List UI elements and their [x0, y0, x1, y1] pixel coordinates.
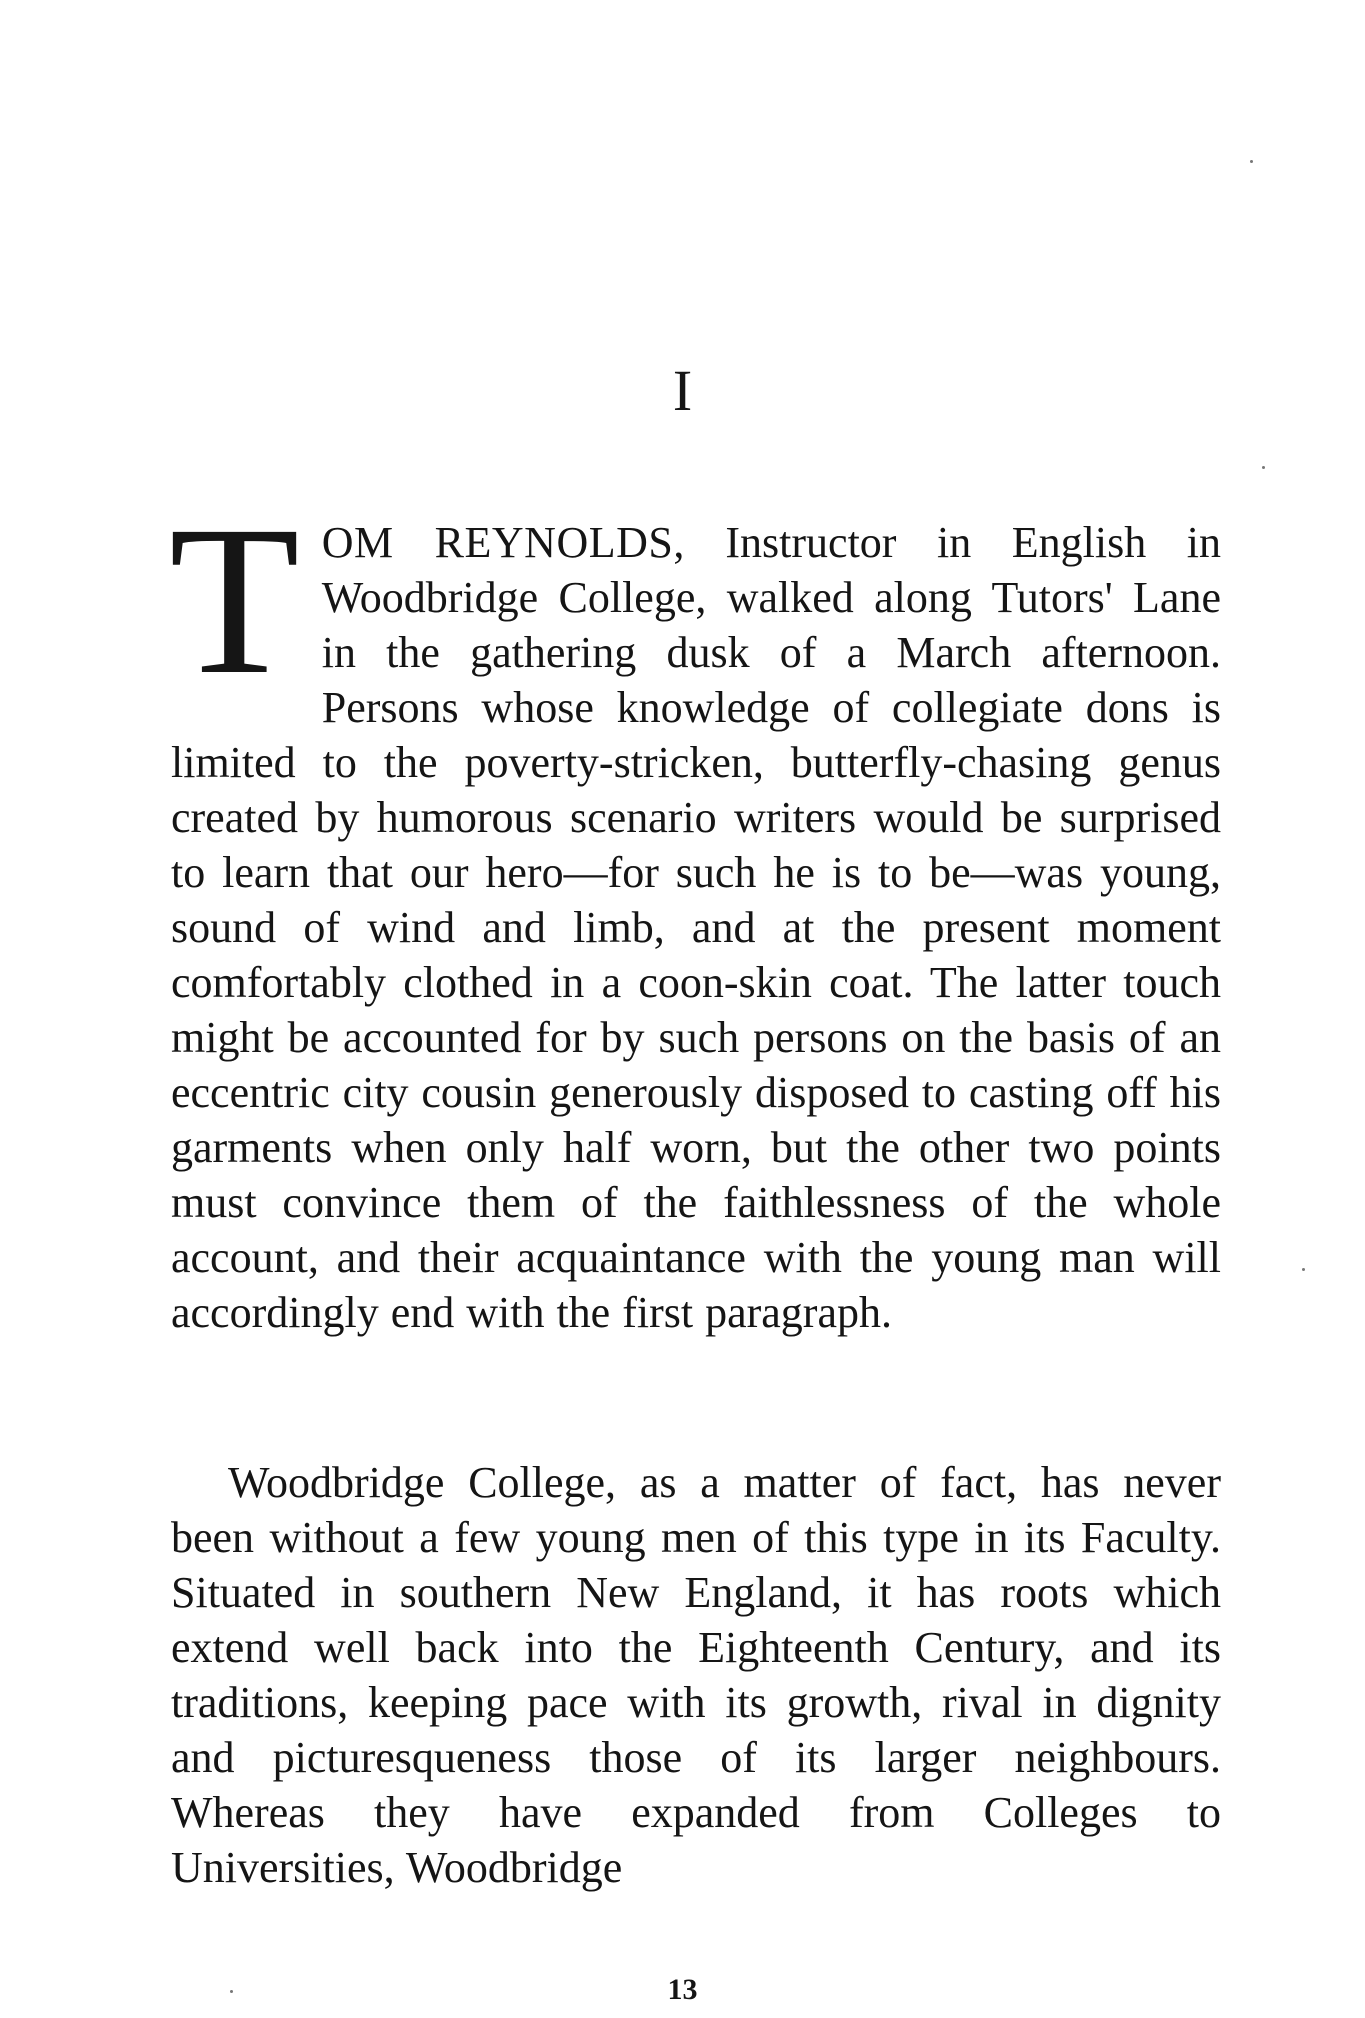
paragraph-1: [169, 482, 1221, 1340]
chapter-number: I: [672, 358, 693, 423]
paper-speck: [1302, 1268, 1305, 1271]
paragraph-1-text: Instructor in English in Woodbridge College, walked along Tutors' Lane in the gathering dusk of a March afternoon. Persons whose knowledge of collegiate dons is limited to the poverty-stricken, butterfly-chasing genus created by humorous scenario writers would be surprised to learn that our hero—for such he is to be—was young, sound of wind and limb, and at the present moment comfortably clothed in a coon-skin coat. The latter touch might be accounted for by such persons on the basis of an eccentric city cousin generously disposed to casting off his garments when only half worn, but the other two points must convince them of the faithlessness of the whole account, and their acquaintance with the young man will accordingly end with the first paragraph.: [171, 518, 1221, 1337]
paragraph-2: Woodbridge College, as a matter of fact, has never been without a few young men of this type in its Faculty. Situated in southern New England, it has roots which extend well back into the Eighteenth Century, and its traditions, keeping pace with its growth, rival in dignity and picturesqueness those of its larger neighbours. Whereas they have expanded from Colleges to Universities, Woodbridge: [171, 1458, 1221, 1892]
paper-speck: [230, 1990, 233, 1993]
paper-speck: [1262, 466, 1265, 469]
paper-speck: [1250, 160, 1253, 163]
page-number: 13: [667, 1973, 698, 2006]
drop-cap: T: [169, 482, 300, 719]
paragraph-1-lead-in: OM REYNOLDS,: [321, 518, 685, 567]
